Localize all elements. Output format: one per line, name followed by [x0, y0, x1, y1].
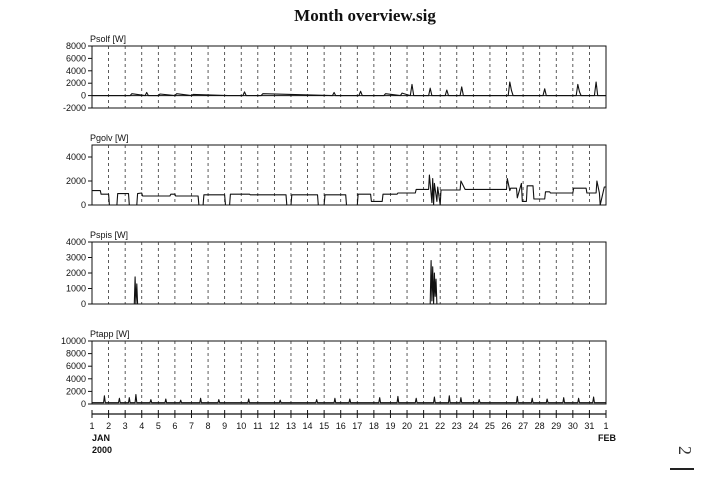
page-number-underline [670, 468, 694, 470]
y-tick-label: 10000 [60, 336, 86, 346]
y-tick-label: -2000 [62, 103, 86, 113]
series-line-1 [92, 175, 606, 205]
panel-title: Pgolv [W] [90, 133, 129, 143]
x-axis-start-month: JAN [92, 433, 111, 443]
y-tick-label: 2000 [65, 386, 86, 397]
plot-frame [92, 46, 606, 108]
y-tick-label: 0 [80, 299, 86, 309]
y-tick-label: 6000 [65, 53, 86, 64]
x-tick-label: 2 [106, 421, 112, 431]
series-line-1 [92, 395, 606, 403]
x-tick-label: 3 [122, 421, 128, 431]
x-tick-label: 20 [402, 421, 413, 431]
x-tick-label: 4 [139, 421, 145, 431]
x-tick-label: 9 [222, 421, 228, 431]
x-tick-label: 8 [205, 421, 211, 431]
x-tick-label: 5 [155, 421, 161, 431]
x-tick-label: 6 [172, 421, 178, 431]
x-tick-label: 13 [285, 421, 296, 431]
y-tick-label: 4000 [65, 237, 86, 247]
x-tick-label: 28 [534, 421, 545, 431]
y-tick-label: 3000 [65, 252, 86, 263]
panel-title: Psolf [W] [90, 34, 127, 44]
series-line-1 [92, 261, 606, 304]
x-tick-label: 27 [518, 421, 529, 431]
x-tick-label: 31 [584, 421, 595, 431]
y-tick-label: 2000 [65, 268, 86, 278]
x-axis-end-month: FEB [598, 433, 616, 443]
y-tick-label: 8000 [65, 348, 86, 359]
x-tick-label: 17 [352, 421, 363, 431]
y-tick-label: 0 [80, 90, 86, 101]
y-tick-label: 2000 [65, 176, 86, 186]
x-tick-label: 19 [385, 421, 396, 431]
chart-panel-3 [66, 230, 606, 309]
y-tick-label: 1000 [65, 283, 86, 294]
series-line-1 [92, 82, 606, 96]
x-tick-label: 10 [236, 421, 247, 431]
y-tick-label: 4000 [65, 152, 86, 162]
y-tick-label: 4000 [65, 373, 86, 384]
x-tick-label: 15 [319, 421, 330, 431]
x-axis [89, 410, 616, 455]
x-tick-label: 14 [302, 421, 313, 431]
x-tick-label: 21 [418, 421, 429, 431]
page-number: 2 [675, 446, 695, 455]
x-tick-label: 11 [253, 421, 263, 431]
x-tick-label: 25 [484, 421, 495, 431]
y-tick-label: 8000 [65, 41, 86, 51]
panel-title: Pspis [W] [90, 230, 129, 240]
chart-panel-4 [61, 329, 606, 409]
y-tick-label: 0 [80, 399, 86, 409]
x-tick-label: 23 [451, 421, 462, 431]
y-tick-label: 6000 [65, 361, 86, 372]
y-tick-label: 2000 [65, 78, 86, 89]
panel-title: Ptapp [W] [90, 329, 130, 339]
x-tick-label: 30 [567, 421, 578, 431]
plot-frame [92, 242, 606, 304]
x-tick-label: 7 [188, 421, 194, 431]
plot-frame [92, 341, 606, 404]
x-tick-label: 24 [468, 421, 479, 431]
x-tick-label: 16 [335, 421, 346, 431]
x-tick-label: 26 [501, 421, 512, 431]
x-tick-label: 12 [269, 421, 280, 431]
x-tick-label: 29 [551, 421, 562, 431]
x-tick-label: 18 [368, 421, 379, 431]
x-tick-label: 22 [435, 421, 446, 431]
page-title: Month overview.sig [294, 6, 436, 25]
y-tick-label: 4000 [65, 65, 86, 76]
chart-panel-1 [63, 34, 606, 113]
x-tick-label: 1 [89, 421, 95, 431]
chart-panel-2 [66, 133, 606, 210]
x-tick-label: 1 [603, 421, 609, 431]
y-tick-label: 0 [80, 200, 86, 210]
x-axis-start-year: 2000 [92, 445, 113, 455]
